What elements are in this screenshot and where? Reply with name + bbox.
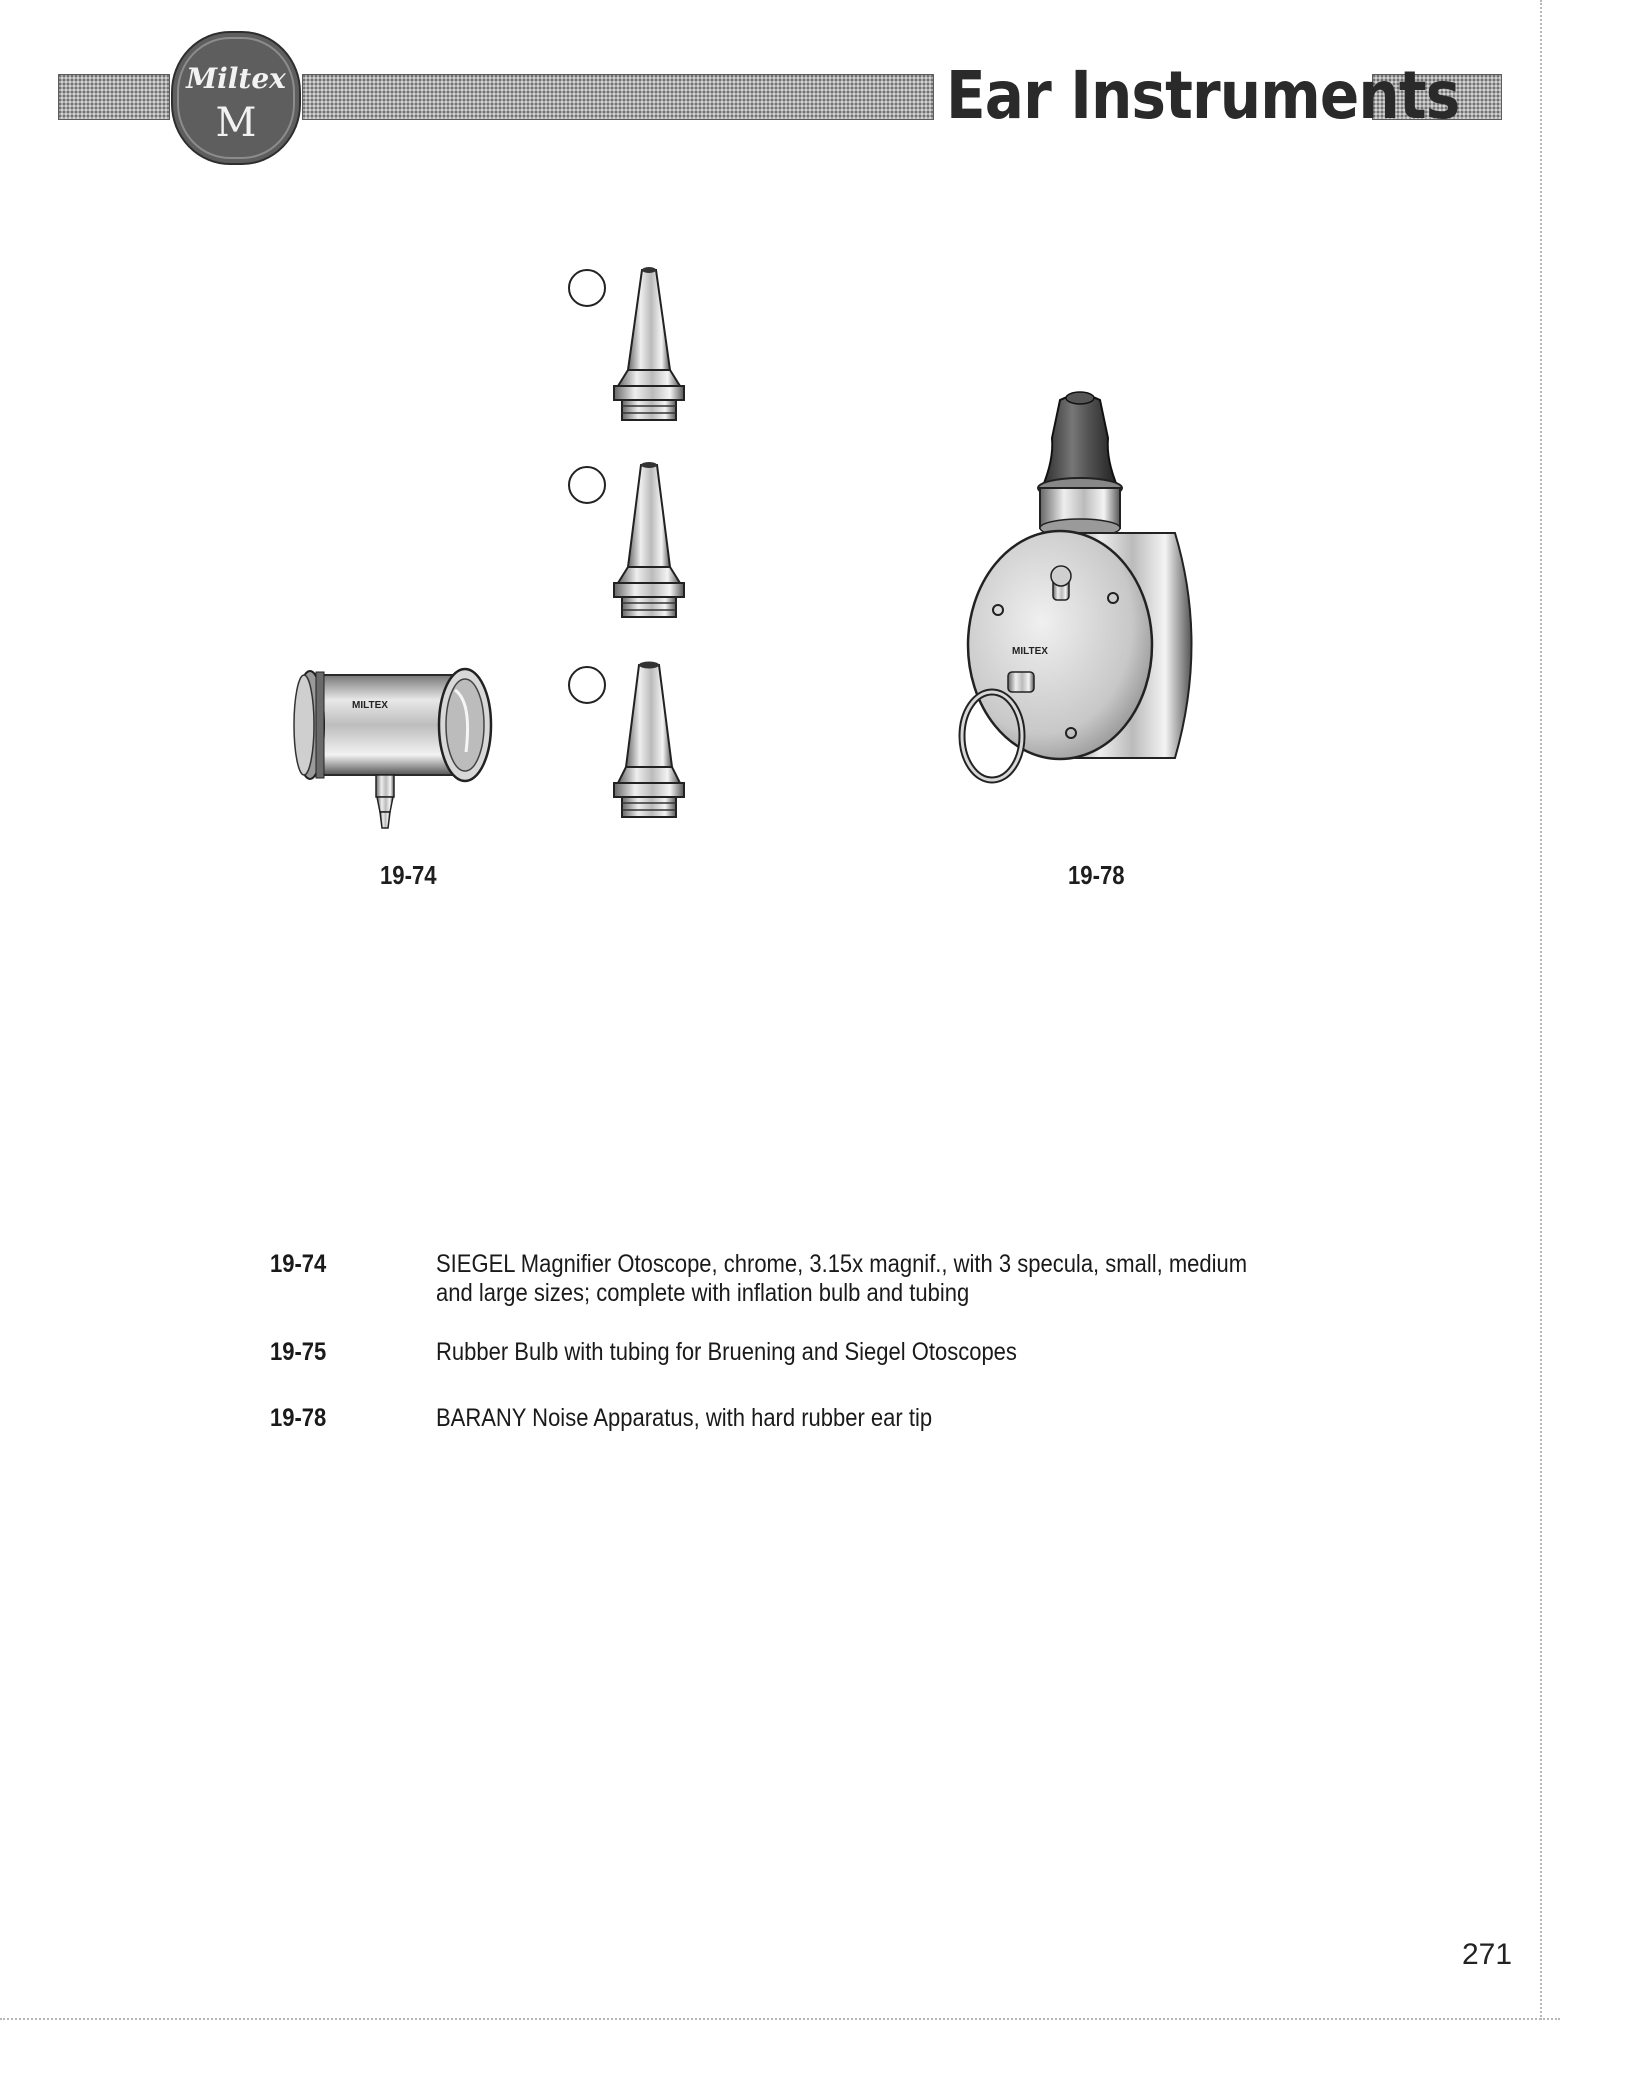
otoscope-engraving: MILTEX	[352, 700, 388, 711]
barany-noise-apparatus-illustration	[950, 388, 1210, 858]
page-title: Ear Instruments	[946, 57, 1460, 134]
page-edge-rule-right	[1540, 0, 1542, 2020]
apparatus-engraving: MILTEX	[1012, 646, 1048, 657]
figure-label-19-78: 19-78	[1068, 860, 1125, 890]
speculum-small-illustration	[562, 258, 722, 438]
page-number: 271	[1462, 1938, 1513, 1971]
logo-monogram: M	[215, 100, 257, 146]
logo-wordmark: Miltex	[186, 62, 286, 95]
header-bar-left	[58, 74, 170, 120]
speculum-large-illustration	[562, 655, 722, 835]
header-bar-middle	[302, 74, 934, 120]
page-edge-rule-bottom	[0, 2018, 1560, 2020]
catalog-description: SIEGEL Magnifier Otoscope, chrome, 3.15x magnif., with 3 specula, small, medium and large sizes; complete with inflation bulb and tubing	[436, 1250, 1248, 1307]
catalog-code: 19-75	[270, 1338, 327, 1366]
miltex-logo	[166, 28, 306, 168]
siegel-otoscope-illustration	[280, 640, 520, 840]
catalog-code: 19-74	[270, 1250, 327, 1278]
figure-label-19-74: 19-74	[380, 860, 437, 890]
catalog-description: BARANY Noise Apparatus, with hard rubber ear tip	[436, 1404, 933, 1432]
speculum-medium-illustration	[562, 455, 722, 635]
catalog-code: 19-78	[270, 1404, 327, 1432]
catalog-description: Rubber Bulb with tubing for Bruening and Siegel Otoscopes	[436, 1338, 1017, 1366]
